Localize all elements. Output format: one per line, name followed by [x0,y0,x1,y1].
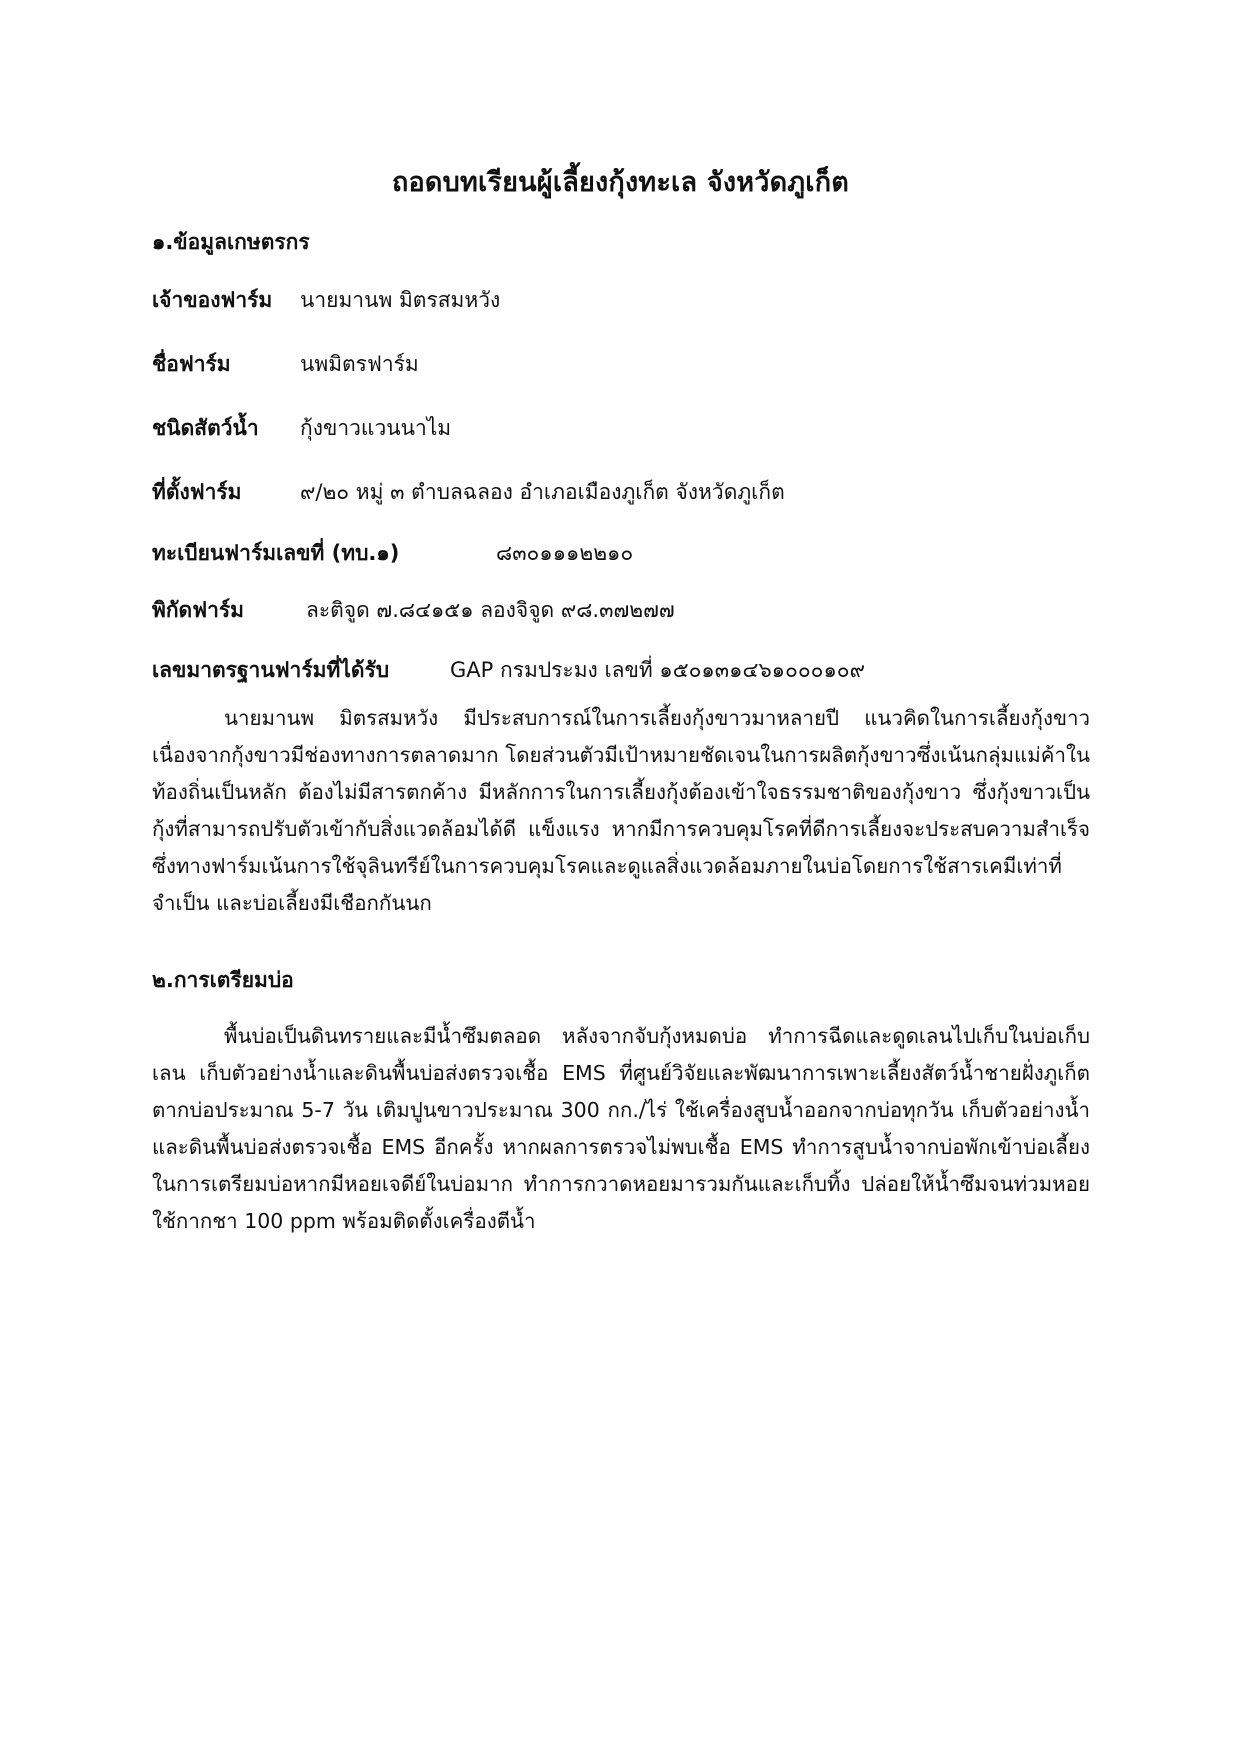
section2-paragraph: พื้นบ่อเป็นดินทรายและมีน้ำซึมตลอด หลังจากจับกุ้งหมดบ่อ ทำการฉีดและดูดเลนไปเก็บในบ่อเก็บเลน เก็บตัวอย่างน้ำและดินพื้นบ่อส่งตรวจเชื้อ EMS ที่ศูนย์วิจัยและพัฒนาการเพาะเลี้ยงสัตว์น้ำชายฝั่งภูเก็ต ตากบ่อประมาณ 5-7 วัน เติมปูนขาวประมาณ 300 กก./ไร่ ใช้เครื่องสูบน้ำออกจากบ่อทุกวัน เก็บตัวอย่างน้ำและดินพื้นบ่อส่งตรวจเชื้อ EMS อีกครั้ง หากผลการตรวจไม่พบเชื้อ EMS ทำการสูบน้ำจากบ่อพักเข้าบ่อเลี้ยง ในการเตรียมบ่อหากมีหอยเจดีย์ในบ่อมาก ทำการกวาดหอยมารวมกันและเก็บทิ้ง ปล่อยให้น้ำซึมจนท่วมหอย ใช้กากชา 100 ppm พร้อมติดตั้งเครื่องตีน้ำ [152,1024,1090,1233]
field-value: GAP กรมประมง เลขที่ ๑๕๐๑๓๑๔๖๑๐๐๐๑๐๙ [450,658,865,682]
field-value: ๘๓๐๑๑๑๒๒๑๐ [496,541,634,565]
field-farm-coordinates [152,594,675,627]
document-title: ถอดบทเรียนผู้เลี้ยงกุ้งทะเล จังหวัดภูเก็ต [391,167,850,198]
field-farm-location [152,476,785,509]
section1-paragraph: นายมานพ มิตรสมหวัง มีประสบการณ์ในการเลี้ยงกุ้งขาวมาหลายปี แนวคิดในการเลี้ยงกุ้งขาวเนื่องจากกุ้งขาวมีช่องทางการตลาดมาก โดยส่วนตัวมีเป้าหมายชัดเจนในการผลิตกุ้งขาวซึ่งเน้นกลุ่มแม่ค้าในท้องถิ่นเป็นหลัก ต้องไม่มีสารตกค้าง มีหลักการในการเลี้ยงกุ้งต้องเข้าใจธรรมชาติของกุ้งขาว ซึ่งกุ้งขาวเป็นกุ้งที่สามารถปรับตัวเข้ากับสิ่งแวดล้อมได้ดี แข็งแรง หากมีการควบคุมโรคที่ดีการเลี้ยงจะประสบความสำเร็จ ซึ่งทางฟาร์มเน้นการใช้จุลินทรีย์ในการควบคุมโรคและดูแลสิ่งแวดล้อมภายในบ่อโดยการใช้สารเคมีเท่าที่จำเป็น และบ่อเลี้ยงมีเชือกกันนก [152,706,1090,915]
field-label: ทะเบียนฟาร์มเลขที่ (ทบ.๑) [152,541,400,565]
section-heading-pond-preparation: ๒.การเตรียมบ่อ [152,968,294,992]
field-label: เลขมาตรฐานฟาร์มที่ได้รับ [152,658,390,682]
field-label: ที่ตั้งฟาร์ม [152,480,242,504]
field-farm-standard [152,654,865,687]
field-value: นายมานพ มิตรสมหวัง [300,288,501,312]
field-farm-name [152,348,419,381]
field-value: นพมิตรฟาร์ม [300,352,419,376]
field-label: ชื่อฟาร์ม [152,352,231,376]
field-farm-registration [152,537,634,570]
section-heading-farmer-info: ๑.ข้อมูลเกษตรกร [152,230,310,254]
field-label: เจ้าของฟาร์ม [152,288,273,312]
field-species [152,412,452,445]
field-value: ๙/๒๐ หมู่ ๓ ตำบลฉลอง อำเภอเมืองภูเก็ต จังหวัดภูเก็ต [300,480,785,504]
field-label: ชนิดสัตว์น้ำ [152,416,259,440]
field-value: ละติจูด ๗.๘๔๑๕๑ ลองจิจูด ๙๘.๓๗๒๗๗ [306,598,675,622]
field-farm-owner [152,284,501,317]
field-label: พิกัดฟาร์ม [152,598,244,622]
field-value: กุ้งขาวแวนนาไม [300,416,452,440]
